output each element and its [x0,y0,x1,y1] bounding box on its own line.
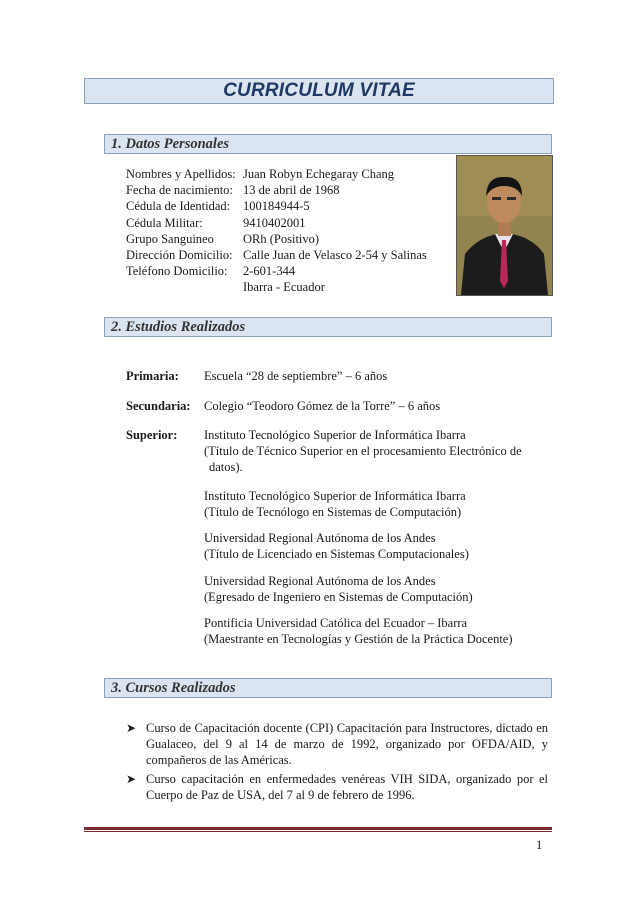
section-title-estudios: 2. Estudios Realizados [111,318,246,335]
secundaria-value: Colegio “Teodoro Gómez de la Torre” – 6 años [204,399,441,413]
personal-value: 100184944-5 [243,199,310,214]
profile-photo [456,155,553,296]
personal-row [126,198,427,214]
personal-row [126,263,427,279]
superior-entry [204,615,544,647]
personal-row [126,182,427,198]
personal-label: Grupo Sanguineo [126,231,214,246]
cv-title: CURRICULUM VITAE [223,80,415,101]
footer-rule [84,827,552,830]
personal-value: Juan Robyn Echegaray Chang [243,167,395,181]
superior-entry [204,488,544,520]
superior-entry [204,573,544,605]
degree-title: (Título de Tecnólogo en Sistemas de Computación) [204,505,462,520]
personal-label: Teléfono Domicilio: [126,264,228,279]
institution-name: Instituto Tecnológico Superior de Informática Ibarra [204,428,466,442]
personal-value: ORh (Positivo) [243,231,320,246]
course-text: Curso capacitación en enfermedades venéreas VIH SIDA, organizado por el Cuerpo de Paz de USA, del 7 al 9 de febrero de 1996. [146,771,548,802]
arrow-bullet-icon: ➤ [126,771,137,786]
arrow-bullet-icon: ➤ [126,721,137,735]
personal-value: 9410402001 [243,215,306,230]
portrait-image [457,156,552,295]
personal-label: Nombres y Apellidos: [126,167,236,181]
course-item [126,771,548,803]
personal-label: Dirección Domicilio: [126,248,233,263]
personal-row [126,231,427,247]
cv-title-box [84,78,554,104]
superior-label: Superior: [126,428,178,442]
section-header-cursos [104,678,552,698]
institution-name: Universidad Regional Autónoma de los Andes [204,574,436,588]
degree-title: (Maestrante en Tecnologías y Gestión de la Práctica Docente) [204,632,513,647]
courses-list [126,720,548,805]
personal-label: Cédula de Identidad: [126,199,231,214]
personal-value: Ibarra - Ecuador [243,280,325,295]
personal-value: 13 de abril de 1968 [243,183,340,198]
personal-row [126,279,427,295]
institution-name: Instituto Tecnológico Superior de Informática Ibarra [204,489,466,503]
degree-title: (Egresado de Ingeniero en Sistemas de Computación) [204,590,473,605]
personal-value: Calle Juan de Velasco 2-54 y Salinas [243,248,427,263]
degree-title: (Título de Licenciado en Sistemas Computacionales) [204,547,469,562]
superior-entry [204,427,544,476]
personal-value: 2-601-344 [243,264,296,279]
footer-rule-thin [84,831,552,832]
superior-entry [204,530,544,562]
degree-title: (Título de Técnico Superior en el procesamiento Electrónico de [204,444,522,459]
degree-title-continued: datos). [209,460,243,475]
section-header-personal [104,134,552,154]
course-item [126,720,548,769]
personal-row [126,166,427,182]
section-header-estudios [104,317,552,337]
personal-data-list [126,166,427,296]
section-title-cursos: 3. Cursos Realizados [111,679,236,696]
primaria-value: Escuela “28 de septiembre” – 6 años [204,369,388,383]
secundaria-label: Secundaria: [126,399,191,413]
personal-row [126,247,427,263]
institution-name: Universidad Regional Autónoma de los Andes [204,531,436,545]
page-number: 1 [536,838,543,852]
primaria-label: Primaria: [126,369,179,383]
personal-label: Fecha de nacimiento: [126,183,233,198]
institution-name: Pontificia Universidad Católica del Ecuador – Ibarra [204,616,468,630]
personal-row [126,215,427,231]
section-title-personal: 1. Datos Personales [111,135,230,152]
personal-label: Cédula Militar: [126,215,203,230]
personal-label [126,279,243,295]
course-text: Curso de Capacitación docente (CPI) Capacitación para Instructores, dictado en Gualaceo, del 9 al 14 de marzo de 1992, organizado por OFDA/AID, y compañeros de las Américas. [146,721,548,768]
